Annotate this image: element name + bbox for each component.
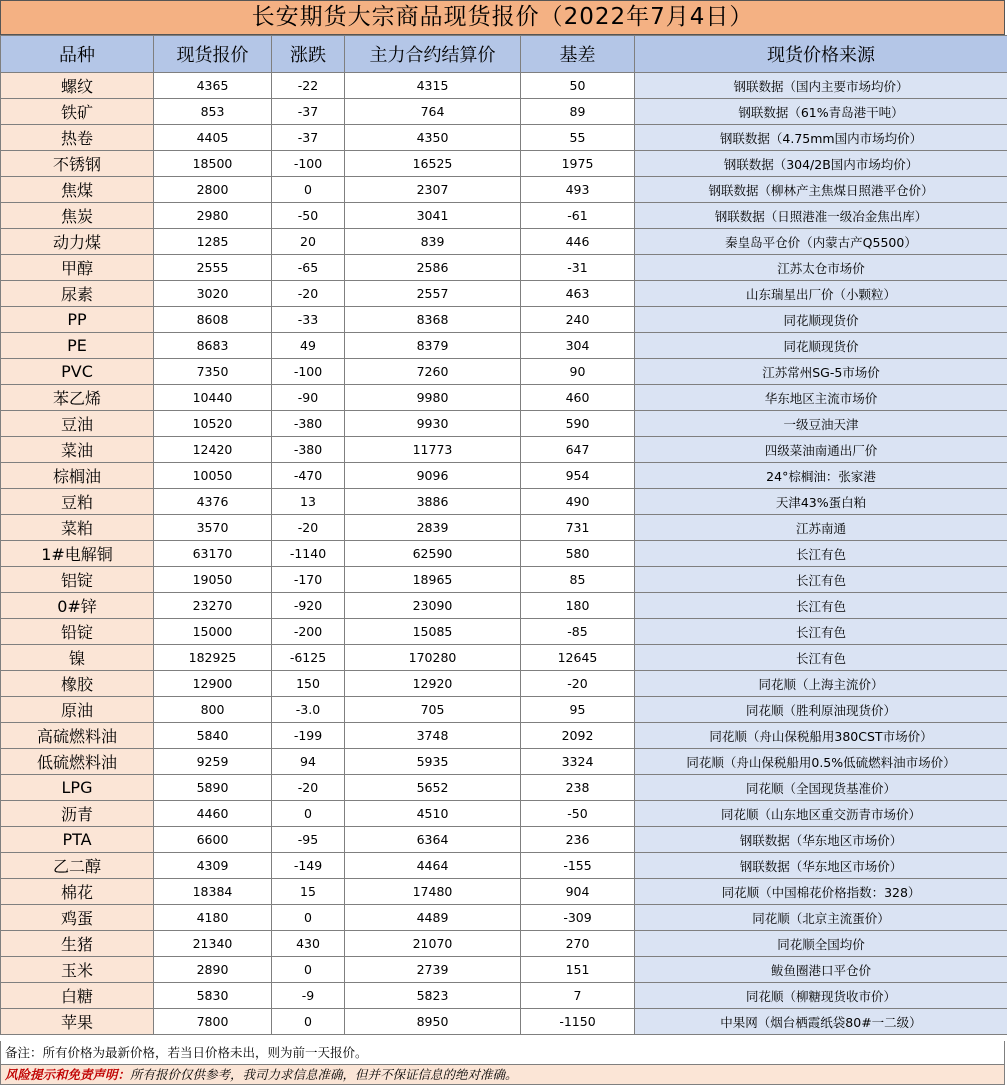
variety-cell: 甲醇	[1, 255, 154, 281]
price-source-cell: 江苏太仓市场价	[635, 255, 1007, 281]
change-cell: -65	[272, 255, 345, 281]
table-row	[1, 827, 1007, 853]
spot-price-cell: 800	[154, 697, 272, 723]
change-cell: -380	[272, 437, 345, 463]
basis-cell: 731	[521, 515, 635, 541]
settlement-price-cell: 9930	[345, 411, 521, 437]
table-row	[1, 73, 1007, 99]
table-row	[1, 931, 1007, 957]
header-change: 涨跌	[272, 36, 345, 73]
change-cell: -20	[272, 515, 345, 541]
price-source-cell: 长江有色	[635, 645, 1007, 671]
settlement-price-cell: 17480	[345, 879, 521, 905]
spot-price-cell: 2555	[154, 255, 272, 281]
basis-cell: 50	[521, 73, 635, 99]
spot-price-cell: 8683	[154, 333, 272, 359]
change-cell: -170	[272, 567, 345, 593]
basis-cell: 490	[521, 489, 635, 515]
variety-cell: 焦煤	[1, 177, 154, 203]
change-cell: -3.0	[272, 697, 345, 723]
basis-cell: 238	[521, 775, 635, 801]
change-cell: -37	[272, 99, 345, 125]
settlement-price-cell: 3886	[345, 489, 521, 515]
change-cell: 0	[272, 1009, 345, 1035]
basis-cell: 304	[521, 333, 635, 359]
basis-cell: -31	[521, 255, 635, 281]
basis-cell: 240	[521, 307, 635, 333]
spot-price-cell: 12900	[154, 671, 272, 697]
variety-cell: 生猪	[1, 931, 154, 957]
spot-price-cell: 4180	[154, 905, 272, 931]
settlement-price-cell: 5652	[345, 775, 521, 801]
change-cell: -33	[272, 307, 345, 333]
table-row	[1, 775, 1007, 801]
basis-cell: 580	[521, 541, 635, 567]
price-source-cell: 同花顺现货价	[635, 307, 1007, 333]
price-source-cell: 钢联数据（日照港准一级冶金焦出库）	[635, 203, 1007, 229]
settlement-price-cell: 170280	[345, 645, 521, 671]
basis-cell: 7	[521, 983, 635, 1009]
table-row	[1, 853, 1007, 879]
variety-cell: 铝锭	[1, 567, 154, 593]
table-row	[1, 307, 1007, 333]
price-source-cell: 江苏常州SG-5市场价	[635, 359, 1007, 385]
change-cell: -920	[272, 593, 345, 619]
price-source-cell: 同花顺（柳糖现货收市价）	[635, 983, 1007, 1009]
disclaimer-label: 风险提示和免责声明：	[5, 1067, 131, 1082]
variety-cell: 低硫燃料油	[1, 749, 154, 775]
price-source-cell: 同花顺（舟山保税船用380CST市场价）	[635, 723, 1007, 749]
settlement-price-cell: 12920	[345, 671, 521, 697]
price-source-cell: 长江有色	[635, 567, 1007, 593]
variety-cell: 原油	[1, 697, 154, 723]
header-variety: 品种	[1, 36, 154, 73]
variety-cell: 棉花	[1, 879, 154, 905]
price-source-cell: 天津43%蛋白粕	[635, 489, 1007, 515]
change-cell: 13	[272, 489, 345, 515]
variety-cell: 豆粕	[1, 489, 154, 515]
variety-cell: 苯乙烯	[1, 385, 154, 411]
variety-cell: PTA	[1, 827, 154, 853]
variety-cell: PP	[1, 307, 154, 333]
price-source-cell: 江苏南通	[635, 515, 1007, 541]
change-cell: -1140	[272, 541, 345, 567]
price-source-cell: 秦皇岛平仓价（内蒙古产Q5500）	[635, 229, 1007, 255]
settlement-price-cell: 8368	[345, 307, 521, 333]
spot-price-cell: 3570	[154, 515, 272, 541]
basis-cell: 95	[521, 697, 635, 723]
basis-cell: 180	[521, 593, 635, 619]
basis-cell: 236	[521, 827, 635, 853]
basis-cell: 493	[521, 177, 635, 203]
variety-cell: 螺纹	[1, 73, 154, 99]
basis-cell: -1150	[521, 1009, 635, 1035]
change-cell: 15	[272, 879, 345, 905]
variety-cell: 豆油	[1, 411, 154, 437]
table-row	[1, 359, 1007, 385]
table-row	[1, 541, 1007, 567]
spot-price-cell: 6600	[154, 827, 272, 853]
change-cell: -470	[272, 463, 345, 489]
change-cell: 0	[272, 957, 345, 983]
change-cell: 0	[272, 905, 345, 931]
change-cell: 0	[272, 177, 345, 203]
disclaimer-text: 所有报价仅供参考，我司力求信息准确，但并不保证信息的绝对准确。	[130, 1067, 518, 1082]
spot-price-cell: 18500	[154, 151, 272, 177]
change-cell: -22	[272, 73, 345, 99]
settlement-price-cell: 4315	[345, 73, 521, 99]
spot-price-cell: 4376	[154, 489, 272, 515]
price-source-cell: 钢联数据（华东地区市场价）	[635, 853, 1007, 879]
table-header-row	[1, 36, 1007, 73]
price-source-cell: 同花顺（舟山保税船用0.5%低硫燃料油市场价）	[635, 749, 1007, 775]
spot-price-cell: 1285	[154, 229, 272, 255]
spot-price-cell: 63170	[154, 541, 272, 567]
table-row	[1, 177, 1007, 203]
spot-price-cell: 7350	[154, 359, 272, 385]
price-source-cell: 同花顺（山东地区重交沥青市场价）	[635, 801, 1007, 827]
variety-cell: 苹果	[1, 1009, 154, 1035]
variety-cell: 0#锌	[1, 593, 154, 619]
variety-cell: 玉米	[1, 957, 154, 983]
table-row	[1, 125, 1007, 151]
settlement-price-cell: 8379	[345, 333, 521, 359]
change-cell: 49	[272, 333, 345, 359]
basis-cell: -85	[521, 619, 635, 645]
table-row	[1, 333, 1007, 359]
settlement-price-cell: 7260	[345, 359, 521, 385]
price-source-cell: 山东瑞星出厂价（小颗粒）	[635, 281, 1007, 307]
settlement-price-cell: 6364	[345, 827, 521, 853]
variety-cell: LPG	[1, 775, 154, 801]
settlement-price-cell: 5823	[345, 983, 521, 1009]
table-row	[1, 593, 1007, 619]
change-cell: -200	[272, 619, 345, 645]
price-source-cell: 24°棕榈油：张家港	[635, 463, 1007, 489]
table-row	[1, 281, 1007, 307]
basis-cell: -50	[521, 801, 635, 827]
table-row	[1, 489, 1007, 515]
settlement-price-cell: 21070	[345, 931, 521, 957]
spot-price-cell: 21340	[154, 931, 272, 957]
spot-price-cell: 5830	[154, 983, 272, 1009]
variety-cell: 铁矿	[1, 99, 154, 125]
settlement-price-cell: 18965	[345, 567, 521, 593]
price-source-cell: 中果网（烟台栖霞纸袋80#一二级）	[635, 1009, 1007, 1035]
price-source-cell: 一级豆油天津	[635, 411, 1007, 437]
basis-cell: 55	[521, 125, 635, 151]
table-row	[1, 567, 1007, 593]
spot-price-cell: 23270	[154, 593, 272, 619]
variety-cell: 菜粕	[1, 515, 154, 541]
basis-cell: 446	[521, 229, 635, 255]
footnote: 备注：所有价格为最新价格，若当日价格未出，则为前一天报价。	[0, 1041, 1005, 1065]
price-source-cell: 华东地区主流市场价	[635, 385, 1007, 411]
change-cell: -6125	[272, 645, 345, 671]
basis-cell: 2092	[521, 723, 635, 749]
spot-price-cell: 182925	[154, 645, 272, 671]
spot-price-cell: 5890	[154, 775, 272, 801]
header-settlement-price: 主力合约结算价	[345, 36, 521, 73]
table-row	[1, 99, 1007, 125]
settlement-price-cell: 839	[345, 229, 521, 255]
change-cell: -149	[272, 853, 345, 879]
spot-price-cell: 19050	[154, 567, 272, 593]
table-row	[1, 229, 1007, 255]
spot-price-cell: 3020	[154, 281, 272, 307]
variety-cell: 沥青	[1, 801, 154, 827]
settlement-price-cell: 2739	[345, 957, 521, 983]
variety-cell: 焦炭	[1, 203, 154, 229]
table-row	[1, 385, 1007, 411]
change-cell: -50	[272, 203, 345, 229]
spot-price-cell: 10520	[154, 411, 272, 437]
spot-price-cell: 2800	[154, 177, 272, 203]
variety-cell: 尿素	[1, 281, 154, 307]
change-cell: -380	[272, 411, 345, 437]
table-row	[1, 515, 1007, 541]
basis-cell: 904	[521, 879, 635, 905]
settlement-price-cell: 2307	[345, 177, 521, 203]
basis-cell: 463	[521, 281, 635, 307]
variety-cell: 不锈钢	[1, 151, 154, 177]
change-cell: -20	[272, 281, 345, 307]
table-row	[1, 645, 1007, 671]
table-row	[1, 905, 1007, 931]
settlement-price-cell: 4510	[345, 801, 521, 827]
basis-cell: 270	[521, 931, 635, 957]
variety-cell: 铅锭	[1, 619, 154, 645]
basis-cell: 647	[521, 437, 635, 463]
basis-cell: 954	[521, 463, 635, 489]
price-source-cell: 同花顺（北京主流蛋价）	[635, 905, 1007, 931]
basis-cell: 151	[521, 957, 635, 983]
variety-cell: 橡胶	[1, 671, 154, 697]
price-source-cell: 同花顺全国均价	[635, 931, 1007, 957]
spot-price-cell: 7800	[154, 1009, 272, 1035]
change-cell: 0	[272, 801, 345, 827]
basis-cell: -20	[521, 671, 635, 697]
table-row	[1, 983, 1007, 1009]
settlement-price-cell: 2557	[345, 281, 521, 307]
price-source-cell: 同花顺（胜利原油现货价）	[635, 697, 1007, 723]
change-cell: -90	[272, 385, 345, 411]
price-source-cell: 钢联数据（61%青岛港干吨）	[635, 99, 1007, 125]
table-row	[1, 619, 1007, 645]
variety-cell: PVC	[1, 359, 154, 385]
table-row	[1, 801, 1007, 827]
table-row	[1, 697, 1007, 723]
sheet-title: 长安期货大宗商品现货报价（2022年7月4日）	[0, 0, 1005, 35]
basis-cell: -61	[521, 203, 635, 229]
basis-cell: 1975	[521, 151, 635, 177]
change-cell: 150	[272, 671, 345, 697]
change-cell: 94	[272, 749, 345, 775]
variety-cell: 鸡蛋	[1, 905, 154, 931]
variety-cell: 镍	[1, 645, 154, 671]
spot-price-cell: 10440	[154, 385, 272, 411]
change-cell: 430	[272, 931, 345, 957]
price-source-cell: 同花顺（上海主流价）	[635, 671, 1007, 697]
spot-price-cell: 18384	[154, 879, 272, 905]
settlement-price-cell: 4350	[345, 125, 521, 151]
basis-cell: 85	[521, 567, 635, 593]
settlement-price-cell: 705	[345, 697, 521, 723]
spot-price-cell: 15000	[154, 619, 272, 645]
settlement-price-cell: 8950	[345, 1009, 521, 1035]
variety-cell: 棕榈油	[1, 463, 154, 489]
variety-cell: 动力煤	[1, 229, 154, 255]
basis-cell: 12645	[521, 645, 635, 671]
variety-cell: 菜油	[1, 437, 154, 463]
price-source-cell: 长江有色	[635, 593, 1007, 619]
table-row	[1, 671, 1007, 697]
table-row	[1, 1009, 1007, 1035]
change-cell: -100	[272, 151, 345, 177]
header-price-source: 现货价格来源	[635, 36, 1007, 73]
price-source-cell: 鲅鱼圈港口平仓价	[635, 957, 1007, 983]
settlement-price-cell: 16525	[345, 151, 521, 177]
price-source-cell: 同花顺（中国棉花价格指数：328）	[635, 879, 1007, 905]
table-row	[1, 879, 1007, 905]
change-cell: -37	[272, 125, 345, 151]
table-row	[1, 463, 1007, 489]
variety-cell: 乙二醇	[1, 853, 154, 879]
settlement-price-cell: 4489	[345, 905, 521, 931]
table-row	[1, 749, 1007, 775]
spot-price-cell: 2980	[154, 203, 272, 229]
variety-cell: PE	[1, 333, 154, 359]
settlement-price-cell: 2586	[345, 255, 521, 281]
header-basis: 基差	[521, 36, 635, 73]
table-row	[1, 437, 1007, 463]
settlement-price-cell: 62590	[345, 541, 521, 567]
variety-cell: 高硫燃料油	[1, 723, 154, 749]
spot-price-cell: 2890	[154, 957, 272, 983]
price-source-cell: 长江有色	[635, 619, 1007, 645]
basis-cell: 3324	[521, 749, 635, 775]
spot-price-cell: 9259	[154, 749, 272, 775]
table-row	[1, 723, 1007, 749]
settlement-price-cell: 3748	[345, 723, 521, 749]
variety-cell: 1#电解铜	[1, 541, 154, 567]
basis-cell: 89	[521, 99, 635, 125]
basis-cell: -155	[521, 853, 635, 879]
price-source-cell: 钢联数据（柳林产主焦煤日照港平仓价）	[635, 177, 1007, 203]
change-cell: -95	[272, 827, 345, 853]
basis-cell: -309	[521, 905, 635, 931]
settlement-price-cell: 9096	[345, 463, 521, 489]
settlement-price-cell: 23090	[345, 593, 521, 619]
settlement-price-cell: 5935	[345, 749, 521, 775]
table-row	[1, 203, 1007, 229]
settlement-price-cell: 4464	[345, 853, 521, 879]
spot-price-cell: 8608	[154, 307, 272, 333]
spot-price-cell: 853	[154, 99, 272, 125]
table-row	[1, 255, 1007, 281]
spot-price-cell: 4309	[154, 853, 272, 879]
basis-cell: 460	[521, 385, 635, 411]
variety-cell: 白糖	[1, 983, 154, 1009]
price-source-cell: 同花顺现货价	[635, 333, 1007, 359]
price-source-cell: 钢联数据（4.75mm国内市场均价）	[635, 125, 1007, 151]
price-source-cell: 钢联数据（304/2B国内市场均价）	[635, 151, 1007, 177]
table-row	[1, 151, 1007, 177]
disclaimer	[0, 1065, 1005, 1085]
change-cell: 20	[272, 229, 345, 255]
spot-price-cell: 12420	[154, 437, 272, 463]
table-row	[1, 411, 1007, 437]
settlement-price-cell: 2839	[345, 515, 521, 541]
basis-cell: 90	[521, 359, 635, 385]
settlement-price-cell: 15085	[345, 619, 521, 645]
spot-price-cell: 10050	[154, 463, 272, 489]
variety-cell: 热卷	[1, 125, 154, 151]
header-spot-price: 现货报价	[154, 36, 272, 73]
change-cell: -100	[272, 359, 345, 385]
settlement-price-cell: 9980	[345, 385, 521, 411]
settlement-price-cell: 3041	[345, 203, 521, 229]
spot-price-cell: 4460	[154, 801, 272, 827]
spot-price-cell: 4405	[154, 125, 272, 151]
change-cell: -20	[272, 775, 345, 801]
basis-cell: 590	[521, 411, 635, 437]
price-source-cell: 钢联数据（国内主要市场均价）	[635, 73, 1007, 99]
price-table	[0, 35, 1007, 1035]
price-source-cell: 四级菜油南通出厂价	[635, 437, 1007, 463]
price-source-cell: 钢联数据（华东地区市场价）	[635, 827, 1007, 853]
change-cell: -199	[272, 723, 345, 749]
settlement-price-cell: 11773	[345, 437, 521, 463]
table-row	[1, 957, 1007, 983]
spot-price-cell: 4365	[154, 73, 272, 99]
price-source-cell: 同花顺（全国现货基准价）	[635, 775, 1007, 801]
spot-price-cell: 5840	[154, 723, 272, 749]
settlement-price-cell: 764	[345, 99, 521, 125]
price-source-cell: 长江有色	[635, 541, 1007, 567]
change-cell: -9	[272, 983, 345, 1009]
